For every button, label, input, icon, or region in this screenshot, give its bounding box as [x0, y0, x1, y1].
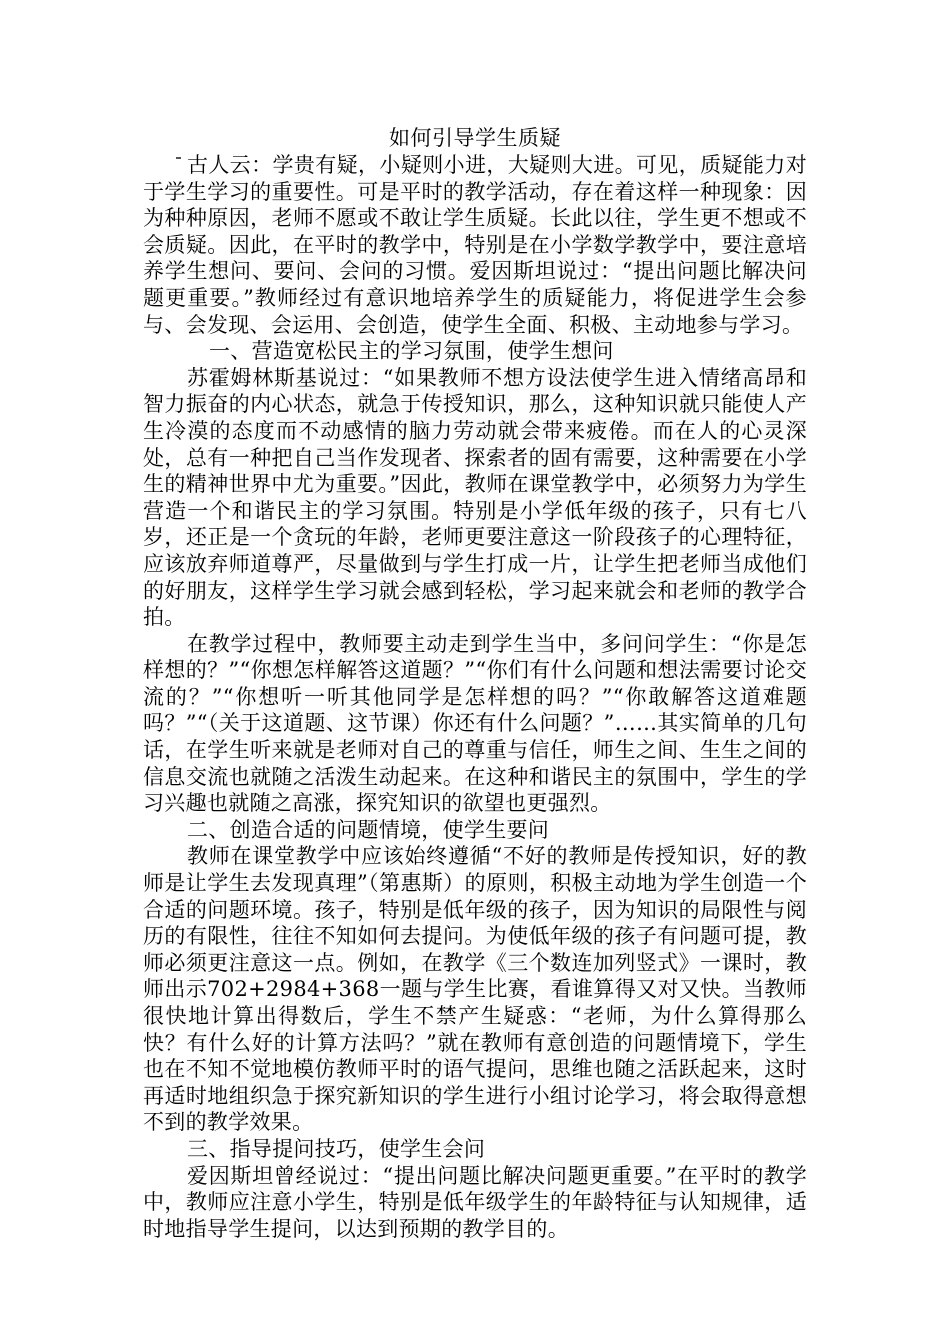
section-3-heading: 三、指导提问技巧，使学生会问: [187, 1136, 486, 1161]
document-title: 如何引导学生质疑: [389, 126, 561, 150]
section-1-paragraph-1: 苏霍姆林斯基说过：“如果教师不想方设法使学生进入情绪高昂和智力振奋的内心状态，就急于传授知识，那么，这种知识就只能使人产生冷漠的态度而不动感情的脑力劳动就会带来疲倦。而在人的心灵深处，总有一种把自己当作发现者、探索者的固有需要，这种需要在小学生的精神世界中尤为重要。”因此，教师在课堂教学中，必须努力为学生营造一个和谐民主的学习氛围。特别是小学低年级的孩子，只有七八岁，还正是一个贪玩的年龄，老师更要注意这一阶段孩子的心理特征，应该放弃师道尊严，尽量做到与学生打成一片，让学生把老师当成他们的好朋友，这样学生学习就会感到轻松，学习起来就会和老师的教学合拍。: [143, 365, 807, 630]
section-1-paragraph-2: 在教学过程中，教师要主动走到学生当中，多问问学生：“你是怎样想的？”“你想怎样解答这道题？”“你们有什么问题和想法需要讨论交流的？”“你想听一听其他同学是怎样想的吗？”“你敢解答这道难题吗？”“（关于这道题、这节课）你还有什么问题？”……其实简单的几句话，在学生听来就是老师对自己的尊重与信任，师生之间、生生之间的信息交流也就随之活泼生动起来。在这种和谐民主的氛围中，学生的学习兴趣也就随之高涨，探究知识的欲望也更强烈。: [143, 631, 807, 816]
section-3-paragraph-1: 爱因斯坦曾经说过：“提出问题比解决问题更重要。”在平时的教学中，教师应注意小学生，特别是低年级学生的年龄特征与认知规律，适时地指导学生提问，以达到预期的教学目的。: [143, 1163, 807, 1241]
section-2-heading: 二、创造合适的问题情境，使学生要问: [187, 817, 550, 842]
section-1-heading: 一、营造宽松民主的学习氛围，使学生想问: [209, 339, 614, 364]
stray-mark: [176, 157, 181, 159]
intro-paragraph: 古人云：学贵有疑，小疑则小进，大疑则大进。可见，质疑能力对于学生学习的重要性。可是平时的教学活动，存在着这样一种现象：因为种种原因，老师不愿或不敢让学生质疑。长此以往，学生更不想或不会质疑。因此，在平时的教学中，特别是在小学数学教学中，要注意培养学生想问、要问、会问的习惯。爱因斯坦说过：“提出问题比解决问题更重要。”教师经过有意识地培养学生的质疑能力，将促进学生会参与、会发现、会运用、会创造，使学生全面、积极、主动地参与学习。: [143, 153, 807, 337]
section-2-paragraph-1: 教师在课堂教学中应该始终遵循“不好的教师是传授知识，好的教师是让学生去发现真理”（第惠斯）的原则，积极主动地为学生创造一个合适的问题环境。孩子，特别是低年级的孩子，因为知识的局限性与阅历的有限性，往往不知如何去提问。为使低年级的孩子有问题可提，教师必须更注意这一点。例如，在教学《三个数连加列竖式》一课时，教师出示702+2984+368一题与学生比赛，看谁算得又对又快。当教师很快地计算出得数后，学生不禁产生疑惑：“老师，为什么算得那么快？有什么好的计算方法吗？”就在教师有意创造的问题情境下，学生也在不知不觉地模仿教师平时的语气提问，思维也随之活跃起来，这时再适时地组织急于探究新知识的学生进行小组讨论学习，将会取得意想不到的教学效果。: [143, 844, 807, 1135]
